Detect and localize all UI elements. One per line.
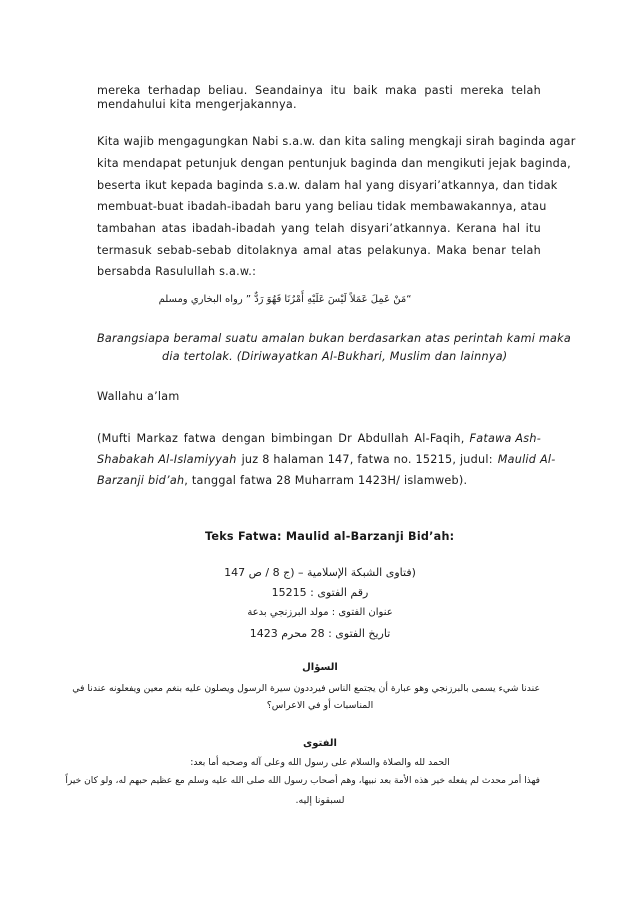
fatwa-number: رقم الفتوى : 15215	[271, 586, 369, 599]
word: Seandainya	[254, 84, 324, 97]
answer-line1: الحمد لله والصلاة والسلام على رسول الله وعلى آله وصحبه أما بعد:	[190, 757, 450, 768]
word: maka	[385, 84, 418, 97]
para2-line6: termasuk sebab-sebab ditolaknya amal atas pelakunya. Maka benar telah	[97, 244, 541, 257]
para2-line5: tambahan atas ibadah-ibadah yang telah disyari’atkannya. Kerana hal itu	[97, 222, 541, 235]
answer-label: الفتوى	[303, 738, 337, 749]
question-line2: المناسبات أو في الاعراس؟	[266, 700, 374, 711]
word: pasti	[424, 84, 453, 97]
citation-fatwa-title: Maulid Al-	[497, 453, 556, 466]
fatwa-date: تاريخ الفتوى : 28 محرم 1423	[249, 627, 391, 640]
citation-text: juz 8 halaman 147, fatwa no. 15215, judul:	[241, 453, 493, 466]
citation-fatwa-title: Barzanji bid’ah	[97, 474, 185, 487]
word: beliau.	[208, 84, 248, 97]
answer-line2: فهذا أمر محدث لم يفعله خير هذه الأمة بعد نبيها، وهم أصحاب رسول الله صلى الله عليه وسلم مع عظيم حبهم له، ولو كان خيراً	[65, 776, 540, 786]
para1-line2: mendahului kita mengerjakannya.	[97, 98, 297, 111]
word: baik	[353, 84, 378, 97]
para2-line3: beserta ikut kepada baginda s.a.w. dalam hal yang disyari’atkannya, dan tidak	[97, 179, 558, 192]
para2-line4: membuat-buat ibadah-ibadah baru yang beliau tidak membawakannya, atau	[97, 200, 547, 213]
word: terhadap	[148, 84, 201, 97]
translation-line2: dia tertolak. (Diriwayatkan Al-Bukhari, Muslim dan lainnya)	[162, 350, 508, 363]
word: itu	[330, 84, 346, 97]
fatwa-heading: Teks Fatwa: Maulid al-Barzanji Bid’ah:	[205, 530, 455, 543]
para2-line2: kita mendapat petunjuk dengan pentunjuk baginda dan mengikuti jejak baginda,	[97, 157, 571, 170]
word: mereka	[97, 84, 141, 97]
citation-text: (Mufti Markaz fatwa dengan bimbingan Dr Abdullah Al-Faqih,	[97, 432, 465, 445]
para1-line1	[97, 84, 541, 98]
word: mereka	[460, 84, 504, 97]
question-line1: عندنا شيء يسمى بالبرزنجي وهو عبارة أن يجتمع الناس فيرددون سيرة الرسول ويصلون عليه بنغم معين ويفعلونه عندنا في	[72, 683, 540, 694]
citation-line2	[97, 453, 556, 467]
wallahu-alam: Wallahu a’lam	[97, 390, 180, 403]
citation-source-title: Fatawa Ash-	[469, 432, 541, 445]
para2-line7: bersabda Rasulullah s.a.w.:	[97, 265, 257, 278]
hadith-arabic: “مَنْ عَمِلَ عَمَلاً لَيْسَ عَلَيْهِ أَمْرُنَا فَهُوَ رَدٌّ ” رواه البخاري ومسلم	[158, 294, 412, 305]
translation-line1: Barangsiapa beramal suatu amalan bukan berdasarkan atas perintah kami maka	[97, 332, 571, 345]
citation-source-title: Shabakah Al-Islamiyyah	[97, 453, 237, 466]
fatwa-source: (فتاوى الشبكة الإسلامية – (ج 8 / ص 147	[224, 566, 416, 579]
answer-line3: لسبقونا إليه.	[295, 795, 345, 806]
fatwa-title: عنوان الفتوى : مولد البرزنجي بدعة	[247, 607, 393, 618]
citation-line3	[97, 474, 467, 488]
question-label: السؤال	[302, 662, 338, 673]
word: telah	[511, 84, 541, 97]
citation-text: , tanggal fatwa 28 Muharram 1423H/ islamweb).	[184, 474, 468, 487]
para2-line1: Kita wajib mengagungkan Nabi s.a.w. dan kita saling mengkaji sirah baginda agar	[97, 135, 576, 148]
citation-line1	[97, 432, 541, 446]
